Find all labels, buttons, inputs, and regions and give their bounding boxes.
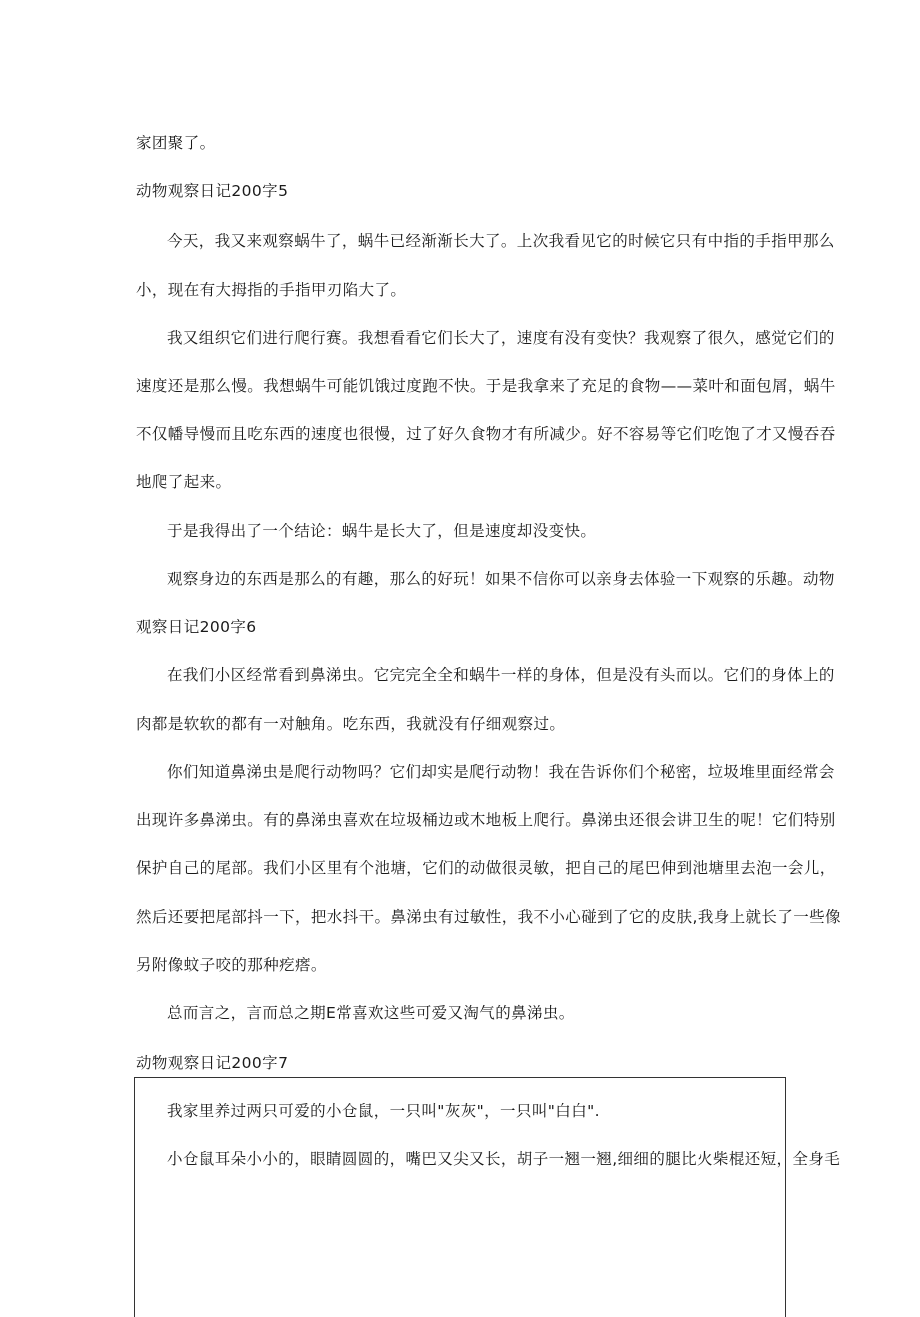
paragraph-line: 小仓鼠耳朵小小的，眼睛圆圆的，嘴巴又尖又长，胡子一翘一翘,细细的腿比火柴棍还短，全身毛 (167, 1150, 841, 1168)
section-heading: 动物观察日记200字5 (136, 182, 289, 200)
paragraph-line: 另附像蚊子咬的那种疙瘩。 (136, 956, 327, 974)
paragraph-line: 然后还要把尾部抖一下，把水抖干。鼻涕虫有过敏性，我不小心碰到了它的皮肤,我身上就长了一些像 (136, 908, 841, 926)
paragraph-line: 在我们小区经常看到鼻涕虫。它完完全全和蜗牛一样的身体，但是没有头而以。它们的身体上的 (167, 666, 835, 684)
paragraph-line: 总而言之，言而总之期E常喜欢这些可爱又淘气的鼻涕虫。 (167, 1004, 575, 1022)
paragraph-line: 今天，我又来观察蜗牛了，蜗牛已经渐渐长大了。上次我看见它的时候它只有中指的手指甲那么 (167, 232, 835, 250)
paragraph-line: 速度还是那么慢。我想蜗牛可能饥饿过度跑不快。于是我拿来了充足的食物——菜叶和面包屑，蜗牛 (136, 377, 836, 395)
paragraph-line: 不仅幡导慢而且吃东西的速度也很慢，过了好久食物才有所减少。好不容易等它们吃饱了才又慢吞吞 (136, 425, 836, 443)
section-heading: 观察日记200字6 (136, 618, 257, 636)
paragraph-line: 观察身边的东西是那么的有趣，那么的好玩！如果不信你可以亲身去体验一下观察的乐趣。动物 (167, 570, 835, 588)
text-line: 家团聚了。 (136, 134, 216, 152)
paragraph-line: 出现许多鼻涕虫。有的鼻涕虫喜欢在垃圾桶边或木地板上爬行。鼻涕虫还很会讲卫生的呢！它们特别 (136, 811, 836, 829)
paragraph-line: 肉都是软软的都有一对触角。吃东西，我就没有仔细观察过。 (136, 715, 566, 733)
paragraph-line: 你们知道鼻涕虫是爬行动物吗？它们却实是爬行动物！我在告诉你们个秘密，垃圾堆里面经常会 (167, 763, 835, 781)
paragraph-line: 小，现在有大拇指的手指甲刃陷大了。 (136, 281, 407, 299)
paragraph-line: 我又组织它们进行爬行赛。我想看看它们长大了，速度有没有变快？我观察了很久，感觉它们的 (167, 329, 835, 347)
section-heading: 动物观察日记200字7 (136, 1054, 289, 1072)
paragraph-line: 保护自己的尾部。我们小区里有个池塘，它们的动做很灵敏，把自己的尾巴伸到池塘里去泡一会儿， (136, 859, 836, 877)
paragraph-line: 于是我得出了一个结论：蜗牛是长大了，但是速度却没变快。 (167, 522, 597, 540)
paragraph-line: 地爬了起来。 (136, 473, 232, 491)
paragraph-line: 我家里养过两只可爱的小仓鼠，一只叫"灰灰"，一只叫"白白". (167, 1102, 600, 1120)
